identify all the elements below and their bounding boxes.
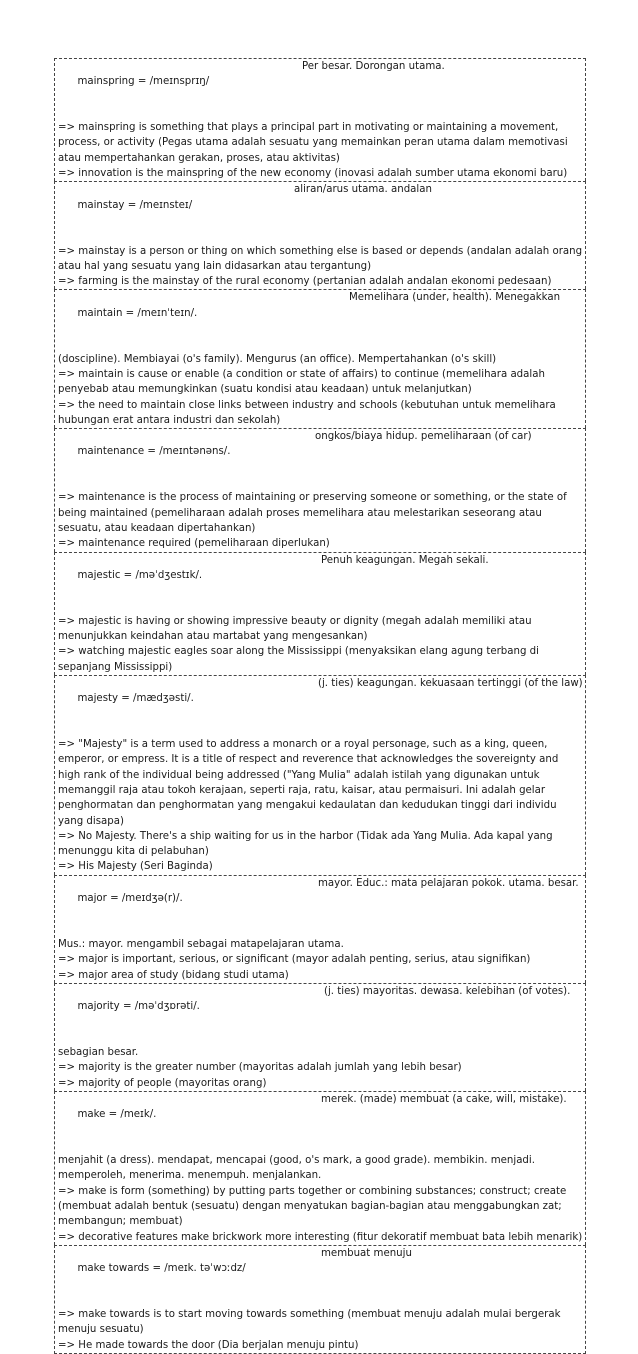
- entry-majority: [54, 983, 586, 1091]
- definition-line: => make is form (something) by putting parts together or combining substances; construct; create (membuat adalah bentuk (sesuatu) dengan menyatukan bagian-bagian atau menggabungkan zat; membangun; membuat): [58, 1185, 570, 1228]
- definition-line: => majestic is having or showing impressive beauty or dignity (megah adalah memiliki atau menunjukkan keindahan atau martabat yang mengesankan): [58, 615, 535, 642]
- entry-majestic: [54, 552, 586, 675]
- definition-line: => "Majesty" is a term used to address a monarch or a royal personage, such as a king, queen, emperor, or empress. It is a title of respect and reverence that acknowledges the sovereignty and high rank of the individual being addressed ("Yang Mulia" adalah istilah yang digunakan untuk memanggil raja atau tokoh kerajaan, seperti raja, ratu, kaisar, atau permaisuri. Ini adalah gelar penghormatan dan penghormatan yang mengakui kedaulatan dan kedudukan tinggi dari individu yang disapa): [58, 739, 562, 827]
- translation: membuat menuju: [321, 1247, 412, 1259]
- translation-continuation: menjahit (a dress). mendapat, mencapai (good, o's mark, a good grade). membikin. menjadi. memperoleh, menerima. menempuh. menjalankan.: [58, 1155, 539, 1182]
- headword: make = /meɪk/.: [77, 1109, 157, 1121]
- example-line: => farming is the mainstay of the rural economy (pertanian adalah andalan ekonomi pedesaan): [58, 276, 552, 288]
- headword: majority = /məˈdʒɒrəti/.: [77, 1001, 200, 1013]
- entry-head: [58, 876, 583, 937]
- entry-head: [58, 429, 583, 490]
- entry-head: [58, 290, 583, 351]
- definition-line: => majority is the greater number (mayoritas adalah jumlah yang lebih besar): [58, 1062, 462, 1074]
- example-line: => maintenance required (pemeliharaan diperlukan): [58, 538, 330, 550]
- translation-continuation: sebagian besar.: [58, 1047, 139, 1058]
- translation: Penuh keagungan. Megah sekali.: [321, 554, 489, 566]
- entry-head: [58, 182, 583, 243]
- translation: merek. (made) membuat (a cake, will, mistake).: [321, 1093, 567, 1105]
- entry-maintenance: [54, 428, 586, 551]
- entry-majesty: [54, 675, 586, 875]
- entry-head: [58, 676, 583, 737]
- translation-continuation: Mus.: mayor. mengambil sebagai matapelajaran utama.: [58, 938, 344, 950]
- example-line: => No Majesty. There's a ship waiting for us in the harbor (Tidak ada Yang Mulia. Ada kapal yang menunggu kita di pelabuhan): [58, 830, 556, 858]
- entry-head: [58, 1092, 583, 1153]
- translation: (j. ties) mayoritas. dewasa. kelebihan (of votes).: [324, 985, 571, 997]
- example-line: => His Majesty (Seri Baginda): [58, 861, 213, 873]
- example-line: => He made towards the door (Dia berjalan menuju pintu): [58, 1339, 359, 1351]
- headword: maintain = /meɪnˈteɪn/.: [77, 307, 198, 319]
- entry-make-towards: [54, 1245, 586, 1354]
- entry-head: [58, 1246, 583, 1307]
- dictionary-page: [54, 58, 586, 1354]
- translation: Memelihara (under, health). Menegakkan: [349, 292, 561, 304]
- example-line: => innovation is the mainspring of the new economy (inovasi adalah sumber utama ekonomi baru): [58, 168, 568, 180]
- example-line: => watching majestic eagles soar along the Mississippi (menyaksikan elang agung terbang di sepanjang Mississippi): [58, 646, 543, 673]
- entry-head: [58, 553, 583, 614]
- headword: make towards = /meɪk. təˈwɔːdz/: [77, 1263, 246, 1275]
- entry-maintain: [54, 289, 586, 428]
- example-line: => majority of people (mayoritas orang): [58, 1077, 267, 1089]
- entry-head: [58, 59, 583, 120]
- translation: mayor. Educ.: mata pelajaran pokok. utama. besar.: [318, 877, 579, 889]
- headword: mainspring = /meɪnsprɪŋ/: [77, 76, 210, 88]
- definition-line: => maintenance is the process of maintaining or preserving someone or something, or the state of being maintained (pemeliharaan adalah proses memelihara atau melestarikan seseorang atau sesuatu, atau keadaan dipertahankan): [58, 492, 570, 534]
- headword: majesty = /mædʒəsti/.: [77, 693, 194, 705]
- translation: (j. ties) keagungan. kekuasaan tertinggi (of the law): [318, 677, 583, 689]
- definition-line: => mainspring is something that plays a principal part in motivating or maintaining a movement, process, or activity (Pegas utama adalah sesuatu yang memainkan peran utama dalam memotivasi atau mempertahankan gerakan, proses, atau aktivitas): [58, 122, 571, 164]
- headword: mainstay = /meɪnsteɪ/: [77, 199, 193, 211]
- example-line: => the need to maintain close links between industry and schools (kebutuhan untuk memelihara hubungan erat antara industri dan sekolah): [58, 399, 560, 426]
- entry-mainspring: [54, 58, 586, 181]
- definition-line: => make towards is to start moving towards something (membuat menuju adalah mulai bergerak menuju sesuatu): [58, 1309, 564, 1336]
- entry-head: [58, 984, 583, 1045]
- example-line: => decorative features make brickwork more interesting (fitur dekoratif membuat bata lebih menarik): [58, 1231, 583, 1243]
- entry-make: [54, 1091, 586, 1245]
- headword: majestic = /məˈdʒestɪk/.: [77, 569, 203, 581]
- entry-major: [54, 875, 586, 983]
- entry-mainstay: [54, 181, 586, 289]
- definition-line: => major is important, serious, or significant (mayor adalah penting, serius, atau signifikan): [58, 954, 531, 966]
- translation: Per besar. Dorongan utama.: [302, 61, 445, 72]
- headword: maintenance = /meɪntənəns/.: [77, 446, 231, 458]
- translation-continuation: (doscipline). Membiayai (o's family). Mengurus (an office). Mempertahankan (o's skill): [58, 353, 497, 365]
- headword: major = /meɪdʒə(r)/.: [77, 893, 183, 905]
- definition-line: => mainstay is a person or thing on which something else is based or depends (andalan adalah orang atau hal yang sesuatu yang lain didasarkan atau tergantung): [58, 245, 586, 272]
- example-line: => major area of study (bidang studi utama): [58, 969, 289, 981]
- definition-line: => maintain is cause or enable (a condition or state of affairs) to continue (memelihara adalah penyebab atau memungkinkan (suatu kondisi atau keadaan) untuk melanjutkan): [58, 368, 549, 396]
- translation: ongkos/biaya hidup. pemeliharaan (of car): [315, 431, 532, 443]
- translation: aliran/arus utama. andalan: [294, 184, 432, 196]
